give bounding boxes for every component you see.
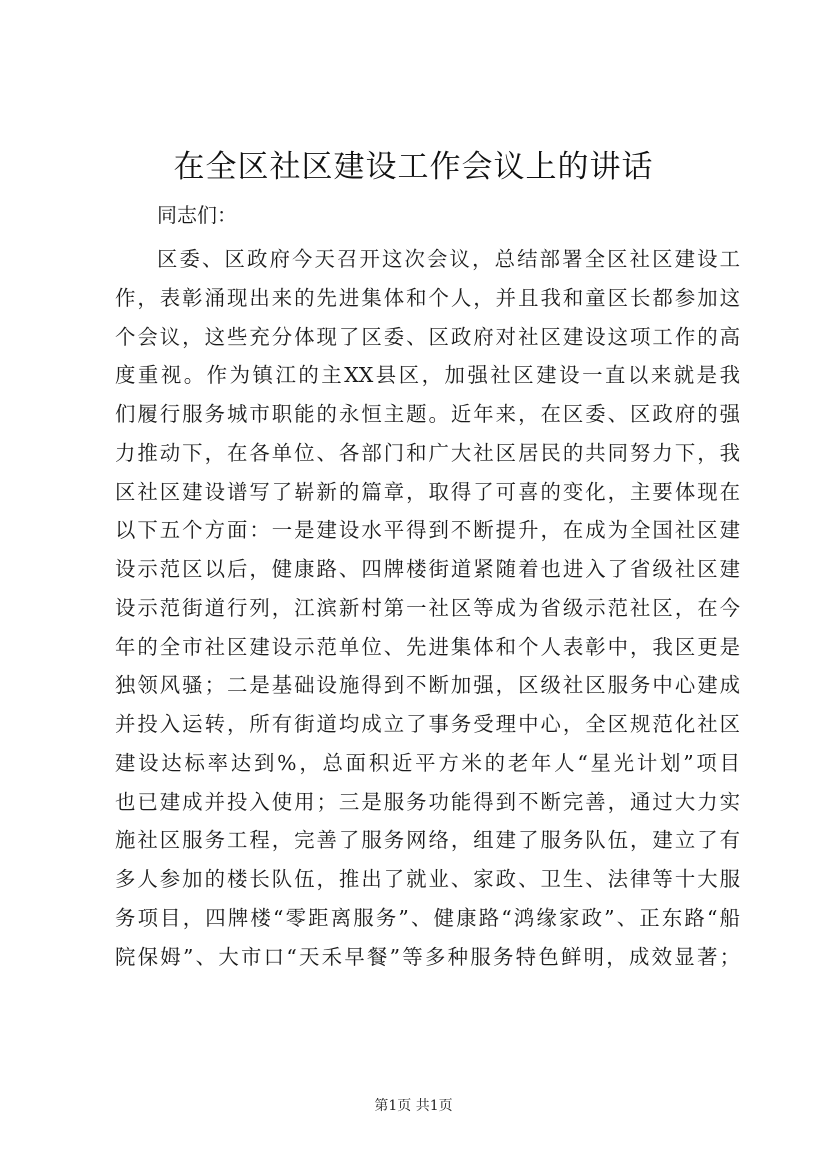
body-line: 年的全市社区建设示范单位、先进集体和个人表彰中，我区更是 <box>115 634 740 659</box>
body-line: 院保姆”、大市口“天禾早餐”等多种服务特色鲜明，成效显著； <box>115 944 740 969</box>
document-title: 在全区社区建设工作会议上的讲话 <box>173 149 654 185</box>
greeting-line: 同志们： <box>157 203 237 227</box>
body-line: 个会议，这些充分体现了区委、区政府对社区建设这项工作的高 <box>115 324 740 349</box>
body-line: 以下五个方面：一是建设水平得到不断提升，在成为全国社区建 <box>115 518 740 543</box>
body-line: 施社区服务工程，完善了服务网络，组建了服务队伍，建立了有 <box>115 828 740 853</box>
body-line: 也已建成并投入使用；三是服务功能得到不断完善，通过大力实 <box>115 789 740 814</box>
body-line: 务项目，四牌楼“零距离服务”、健康路“鸿缘家政”、正东路“船 <box>115 905 740 930</box>
body-line: 作，表彰涌现出来的先进集体和个人，并且我和童区长都参加这 <box>115 285 740 310</box>
body-text <box>115 240 740 976</box>
body-line: 设示范街道行列，江滨新村第一社区等成为省级示范社区，在今 <box>115 595 740 620</box>
body-line: 设示范区以后，健康路、四牌楼街道紧随着也进入了省级社区建 <box>115 557 740 581</box>
body-line: 独领风骚；二是基础设施得到不断加强，区级社区服务中心建成 <box>115 673 740 698</box>
page-footer: 第1页 共1页 <box>374 1098 453 1114</box>
body-line: 并投入运转，所有街道均成立了事务受理中心，全区规范化社区 <box>115 712 740 736</box>
body-line: 力推动下，在各单位、各部门和广大社区居民的共同努力下，我 <box>115 440 740 465</box>
body-line: 区委、区政府今天召开这次会议，总结部署全区社区建设工 <box>157 247 740 271</box>
body-line: 区社区建设谱写了崭新的篇章，取得了可喜的变化，主要体现在 <box>115 479 740 504</box>
body-line: 多人参加的楼长队伍，推出了就业、家政、卫生、法律等十大服 <box>115 867 740 891</box>
body-line: 度重视。作为镇江的主XX县区，加强社区建设一直以来就是我 <box>115 363 740 388</box>
body-line: 建设达标率达到%，总面积近平方米的老年人“星光计划”项目 <box>115 750 740 775</box>
body-line: 们履行服务城市职能的永恒主题。近年来，在区委、区政府的强 <box>115 402 740 426</box>
